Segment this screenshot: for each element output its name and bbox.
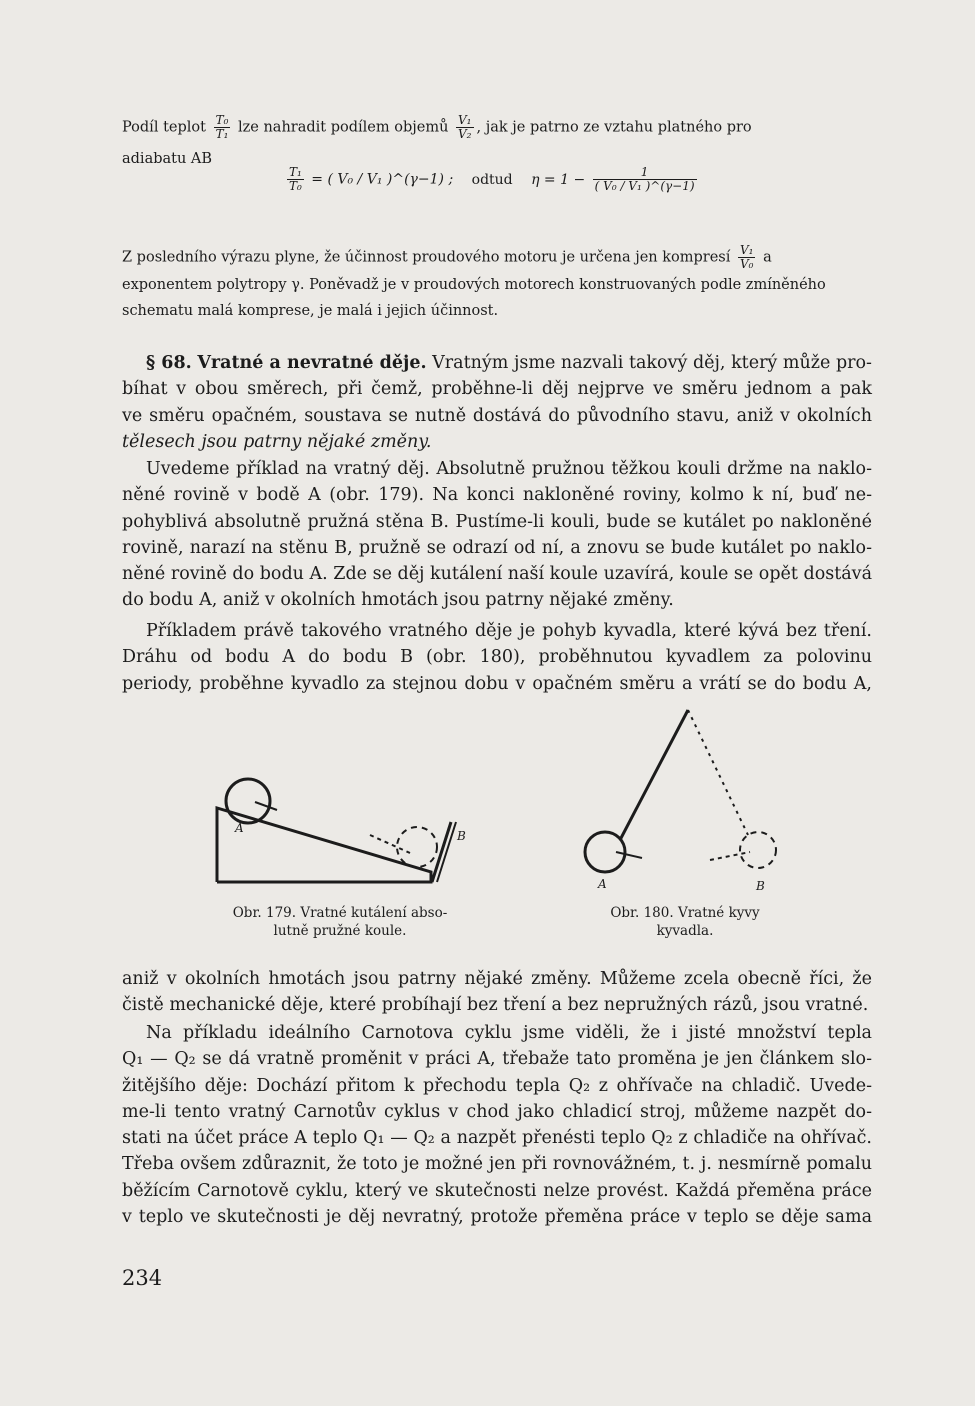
pendulum-string-dashed bbox=[688, 710, 748, 835]
section-title: Vratné a nevratné děje. bbox=[197, 353, 427, 373]
label-b: B bbox=[756, 879, 765, 893]
text-line: Dráhu od bodu A do bodu B (obr. 180), proběhnutou kyvadlem za polovinu bbox=[122, 647, 872, 668]
equation-eta: η = 1 − bbox=[531, 171, 586, 188]
text-line: něné rovině do bodu A. Zde se děj kutálení naší koule uzavírá, koule se opět dostává bbox=[122, 564, 872, 585]
text-line: žitějšího děje: Dochází přitom k přechodu tepla Q₂ z ohřívače na chladič. Uvede- bbox=[122, 1075, 872, 1096]
fraction-v1-v0: $\frac{\text{V₁}}{\text{V₀}}$ bbox=[739, 243, 754, 271]
elastic-wall-inner bbox=[437, 822, 456, 882]
text-line: ve směru opačném, soustava se nutně dostává do původního stavu, aniž v okolních bbox=[122, 405, 872, 426]
label-b: B bbox=[457, 829, 466, 843]
text-line: Na příkladu ideálního Carnotova cyklu jsme viděli, že i jisté množství tepla bbox=[146, 1023, 872, 1043]
text-line: pohyblivá absolutně pružná stěna B. Pustíme-li kouli, bude se kutálet po nakloněné bbox=[122, 511, 872, 532]
figure-180-caption: Obr. 180. Vratné kyvy kyvadla. bbox=[610, 905, 760, 939]
ball-at-wall bbox=[397, 827, 437, 867]
intro-text-c: , jak je patrno ze vztahu platného pro bbox=[476, 119, 752, 136]
paragraph-example-ball bbox=[122, 456, 872, 614]
paragraph-carnot bbox=[122, 1020, 872, 1230]
note-line-2: exponentem polytropy γ. Poněvadž je v proudových motorech konstruovaných podle zmíněného bbox=[122, 277, 826, 293]
pendulum-bob-b bbox=[740, 832, 776, 868]
note-line-3: schematu malá komprese, je malá i jejich účinnost. bbox=[122, 303, 499, 319]
note-line-1: Z posledního výrazu plyne, že účinnost proudového motoru je určena jen kompresí $\frac{\text{V₁}}{\text{V₀}}$ a bbox=[122, 243, 772, 271]
fraction-v1-v2: $\frac{\text{V₁}}{\text{V₂}}$ bbox=[458, 113, 472, 141]
fraction-efficiency: $\frac{1}{\text{( V₀ / V₁ )\textasciicircum{}(γ−1)}}$ bbox=[594, 165, 695, 193]
inclined-plane bbox=[217, 808, 431, 882]
section-heading-line: § 68. Vratné a nevratné děje. Vratným jsme nazvali takový děj, který může pro- bbox=[146, 353, 872, 373]
text-line: rovině, narazí na stěnu B, pružně se odrazí od ní, a znovu se bude kutálet po naklo- bbox=[122, 537, 872, 558]
bob-radius-line bbox=[616, 852, 642, 858]
text-line: me-li tento vratný Carnotův cyklus v chod jako chladicí stroj, můžeme nazpět do- bbox=[122, 1101, 872, 1122]
equation-odtud: odtud bbox=[471, 171, 513, 188]
pendulum-string bbox=[620, 710, 688, 840]
intro-text-b: lze nahradit podílem objemů bbox=[238, 119, 449, 136]
text-line: čistě mechanické děje, které probíhají bez tření a bez nepružných rázů, jsou vratné. bbox=[122, 995, 869, 1016]
text-line: periody, proběhne kyvadlo za stejnou dobu v opačném směru a vrátí se do bodu A, bbox=[122, 673, 872, 694]
text-line: tělesech jsou patrny nějaké změny. bbox=[122, 431, 432, 452]
section-68-paragraph bbox=[122, 350, 872, 455]
text-line: aniž v okolních hmotách jsou patrny nějaké změny. Můžeme zcela obecně říci, že bbox=[122, 969, 872, 989]
intro-text-a: Podíl teplot bbox=[122, 119, 206, 136]
text-line: Q₁ — Q₂ se dá vratně proměnit v práci A, třebaže tato proměna je jen článkem slo- bbox=[122, 1049, 872, 1070]
paragraph-mechanical bbox=[122, 966, 872, 1019]
page-number: 234 bbox=[122, 1266, 163, 1290]
fraction-t1-t0: $\frac{\text{T₁}}{\text{T₀}}$ bbox=[289, 165, 302, 193]
figure-180-pendulum bbox=[570, 700, 800, 895]
label-a: A bbox=[235, 821, 244, 835]
figure-179-inclined-plane bbox=[205, 760, 475, 895]
text-line: bíhat v obou směrech, při čemž, proběhne-li děj nejprve ve směru jednom a pak bbox=[122, 379, 872, 400]
text-line: stati na účet práce A teplo Q₁ — Q₂ a nazpět přenésti teplo Q₂ z chladiče na ohřívač. bbox=[122, 1128, 872, 1149]
label-a: A bbox=[598, 877, 607, 891]
text-line: v teplo ve skutečnosti je děj nevratný, protože přeměna práce v teplo se děje sama bbox=[122, 1207, 872, 1228]
intro-line-2: adiabatu AB bbox=[122, 151, 213, 167]
fraction-t0-t1: $\frac{\text{T₀}}{\text{T₁}}$ bbox=[215, 113, 229, 141]
intro-line-1 bbox=[122, 114, 872, 142]
text-line: Uvedeme příklad na vratný děj. Absolutně pružnou těžkou kouli držme na naklo- bbox=[146, 459, 872, 479]
ball-radius-line bbox=[255, 802, 277, 810]
text-line: Příkladem právě takového vratného děje je pohyb kyvadla, které kývá bez tření. bbox=[146, 621, 872, 641]
text-line: něné rovině v bodě A (obr. 179). Na konci nakloněné roviny, kolmo k ní, buď ne- bbox=[122, 485, 872, 506]
text-line: běžícím Carnotově cyklu, který ve skutečnosti nelze provést. Každá přeměna práce bbox=[122, 1180, 872, 1201]
bob-b-radius bbox=[710, 852, 750, 860]
text-line: Třeba ovšem zdůraznit, že toto je možné jen při rovnovážném, t. j. nesmírně pomalu bbox=[122, 1154, 872, 1175]
paragraph-example-pendulum bbox=[122, 618, 872, 697]
ball-path bbox=[370, 835, 410, 853]
adiabat-equation bbox=[284, 166, 700, 193]
section-number: § 68. bbox=[146, 353, 192, 373]
elastic-wall bbox=[432, 822, 451, 882]
equation-power-term: = ( V₀ / V₁ )^(γ−1) ; bbox=[311, 171, 454, 188]
figure-179-caption: Obr. 179. Vratné kutálení abso- lutně pružné koule. bbox=[232, 905, 448, 939]
text-line: do bodu A, aniž v okolních hmotách jsou patrny nějaké změny. bbox=[122, 590, 674, 611]
